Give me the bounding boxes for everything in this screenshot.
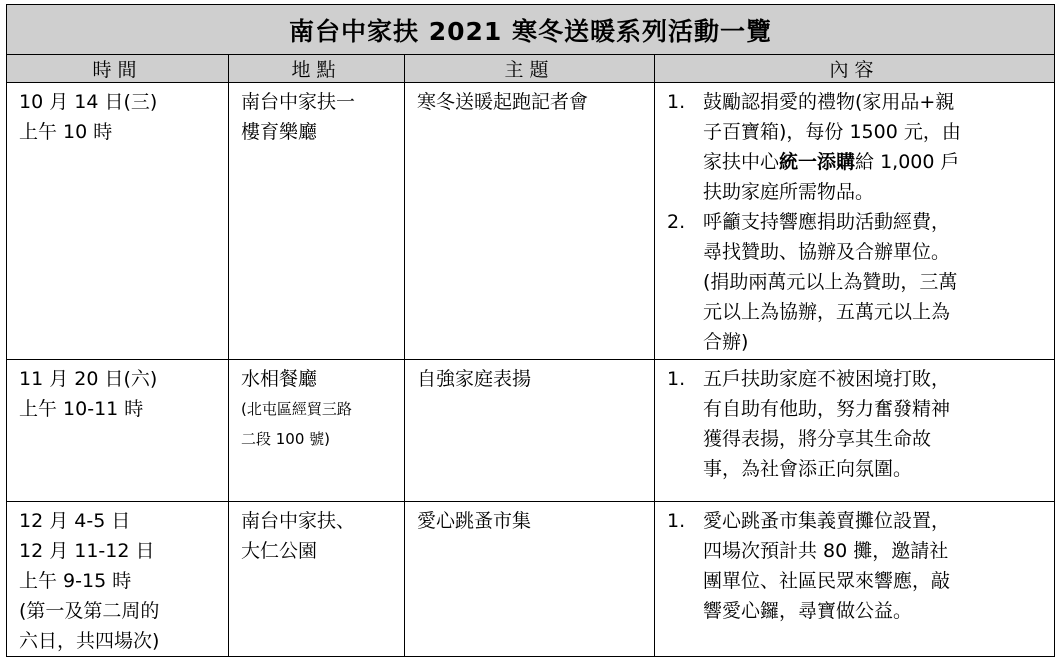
list-item: [667, 207, 1042, 357]
item-line: 鼓勵認捐愛的禮物(家用品+親: [703, 91, 955, 113]
place-note: (北屯區經貿三路: [241, 400, 352, 418]
time-line: 11 月 20 日(六): [19, 368, 158, 390]
place-line: 樓育樂廳: [241, 121, 318, 143]
item-line: 響愛心鑼，尋寶做公益。: [703, 600, 913, 622]
place-note: 二段 100 號): [241, 430, 331, 448]
item-line: 有自助有他助，努力奮發精神: [703, 398, 951, 420]
item-line: 愛心跳蚤市集義賣攤位設置，: [703, 510, 951, 532]
topic-text: 自強家庭表揚: [417, 368, 532, 390]
list-item: [667, 87, 1042, 207]
item-number: 1.: [667, 91, 686, 113]
table-title: 南台中家扶 2021 寒冬送暖系列活動一覽: [7, 5, 1055, 55]
header-topic: 主題: [405, 55, 655, 83]
time-cell: [7, 502, 229, 657]
topic-cell: [405, 502, 655, 657]
list-item: [667, 506, 1042, 626]
content-cell: [655, 360, 1055, 502]
time-cell: [7, 360, 229, 502]
place-cell: [229, 502, 405, 657]
time-line: 12 月 11-12 日: [19, 540, 155, 562]
content-list: [667, 87, 1042, 357]
content-cell: [655, 83, 1055, 360]
item-line: 四場次預計共 80 攤，邀請社: [703, 540, 949, 562]
item-line: 獲得表揚，將分享其生命故: [703, 428, 932, 450]
item-number: 1.: [667, 510, 686, 532]
item-line: 元以上為協辦，五萬元以上為: [703, 301, 951, 323]
item-line: (捐助兩萬元以上為贊助，三萬: [703, 271, 958, 293]
item-line: 合辦): [703, 331, 749, 353]
table-row: [7, 502, 1055, 657]
item-line: 事，為社會添正向氛圍。: [703, 458, 913, 480]
header-time: 時間: [7, 55, 229, 83]
item-line: 尋找贊助、協辦及合辦單位。: [703, 241, 951, 263]
time-cell: [7, 83, 229, 360]
time-line: 10 月 14 日(三): [19, 91, 158, 113]
place-cell: [229, 360, 405, 502]
item-line: [703, 147, 1042, 177]
time-line: 上午 9-15 時: [19, 570, 132, 592]
content-list: [667, 506, 1042, 626]
item-bold-text: 統一添購: [779, 151, 856, 173]
place-line: 大仁公園: [241, 540, 318, 562]
table-row: [7, 83, 1055, 360]
item-number: 1.: [667, 368, 686, 390]
content-list: [667, 364, 1042, 484]
topic-text: 愛心跳蚤市集: [417, 510, 532, 532]
place-line: 南台中家扶、: [241, 510, 356, 532]
time-line: 12 月 4-5 日: [19, 510, 131, 532]
topic-text: 寒冬送暖起跑記者會: [417, 91, 589, 113]
time-line: 上午 10-11 時: [19, 398, 144, 420]
list-item: [667, 364, 1042, 484]
item-text: 給 1,000 戶: [855, 151, 960, 173]
header-content: 內容: [655, 55, 1055, 83]
item-line: 團單位、社區民眾來響應，敲: [703, 570, 951, 592]
item-line: 子百寶箱)，每份 1500 元，由: [703, 121, 961, 143]
item-line: 五戶扶助家庭不被困境打敗，: [703, 368, 951, 390]
time-line: 上午 10 時: [19, 121, 113, 143]
item-number: 2.: [667, 211, 686, 233]
activity-table: [6, 4, 1055, 657]
topic-cell: [405, 360, 655, 502]
time-line: 六日，共四場次): [19, 630, 160, 652]
place-line: 南台中家扶一: [241, 91, 356, 113]
item-line: 扶助家庭所需物品。: [703, 181, 875, 203]
item-text: 家扶中心: [703, 151, 780, 173]
time-line: (第一及第二周的: [19, 600, 160, 622]
place-line: 水相餐廳: [241, 368, 318, 390]
table-row: [7, 360, 1055, 502]
place-cell: [229, 83, 405, 360]
item-line: 呼籲支持響應捐助活動經費，: [703, 211, 951, 233]
content-cell: [655, 502, 1055, 657]
topic-cell: [405, 83, 655, 360]
header-place: 地點: [229, 55, 405, 83]
